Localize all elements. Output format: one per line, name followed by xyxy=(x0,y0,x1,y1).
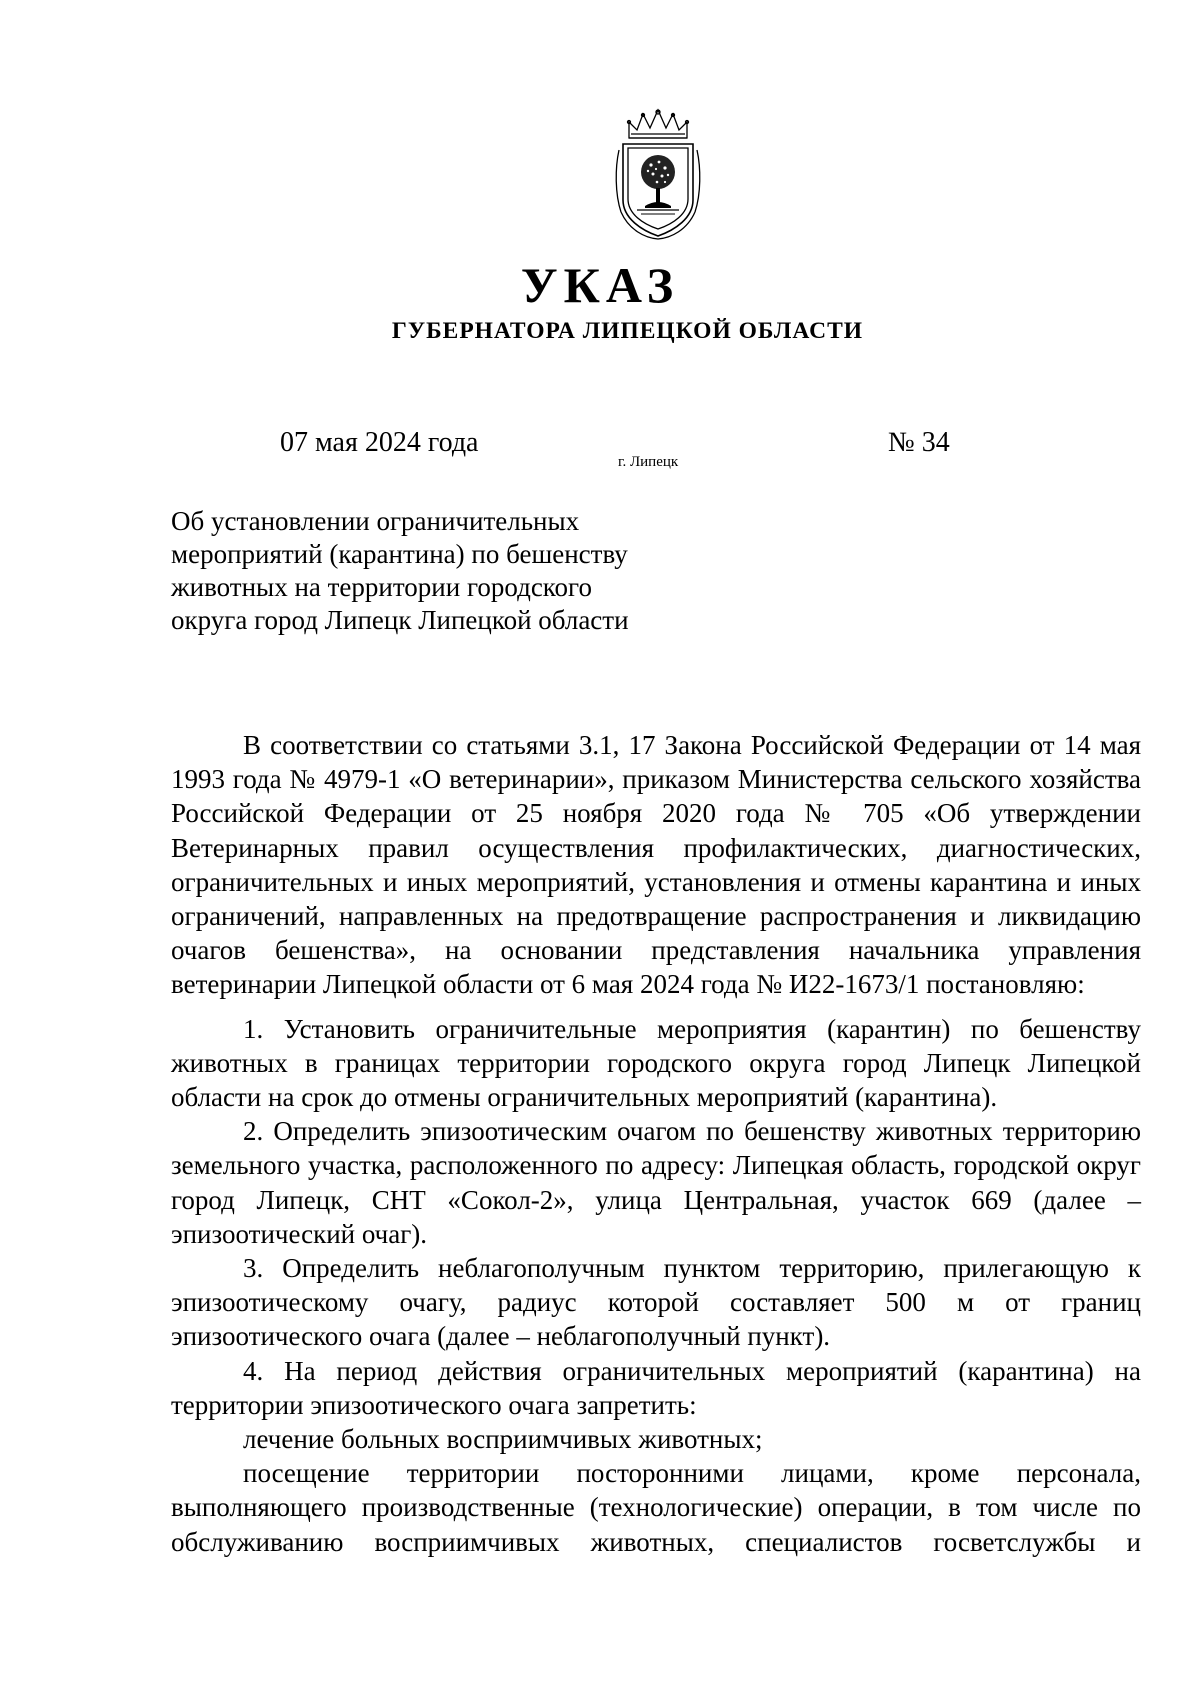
clause-4-item-paragraph: посещение территории посторонними лицами, кроме персонала, выполняющего производственные (технологические) операции, в том числе по обслуживанию восприимчивых животных, специалистов госветслужбы и xyxy=(171,1458,1141,1557)
issuing-authority: ГУБЕРНАТОРА ЛИПЕЦКОЙ ОБЛАСТИ xyxy=(391,318,864,344)
clause-3-paragraph: 3. Определить неблагополучным пунктом территорию, прилегающую к эпизоотическому очагу, радиус которой составляет 500 м от границ эпизоотического очага (далее – неблагополучный пункт). xyxy=(171,1253,1141,1352)
clause-4-item-paragraph: лечение больных восприимчивых животных; xyxy=(243,1424,763,1455)
document-body xyxy=(171,728,1141,1559)
heading-line: животных на территории городского xyxy=(171,572,592,602)
coat-of-arms-icon xyxy=(615,108,701,240)
heading-line: мероприятий (карантина) по бешенству xyxy=(171,539,628,569)
preamble-paragraph: В соответствии со статьями 3.1, 17 Закона Российской Федерации от 14 мая 1993 года № 4979-1 «О ветеринарии», приказом Министерства сельского хозяйства Российской Федерации от 25 ноября 2020 года № 705 «Об утверждении Ветеринарных правил осуществления профилактических, диагностических, ограничительных и иных мероприятий, установления и отмены карантина и иных ограничений, направленных на предотвращение распространения и ликвидацию очагов бешенства», на основании представления начальника управления ветеринарии Липецкой области от 6 мая 2024 года № И22-1673/1 постановляю: xyxy=(171,730,1141,1000)
document-type-title: УКАЗ xyxy=(520,257,680,313)
document-date: 07 мая 2024 года xyxy=(280,427,479,458)
clause-4-paragraph: 4. На период действия ограничительных мероприятий (карантина) на территории эпизоотического очага запретить: xyxy=(171,1355,1141,1420)
heading-line: округа город Липецк Липецкой области xyxy=(171,605,629,635)
clause-1-paragraph: 1. Установить ограничительные мероприятия (карантин) по бешенству животных в границах территории городского округа город Липецк Липецкой области на срок до отмены ограничительных мероприятий (карантина). xyxy=(171,1013,1141,1113)
heading-line: Об установлении ограничительных xyxy=(171,506,580,536)
document-subject-heading xyxy=(171,505,701,637)
document-number: № 34 xyxy=(888,427,950,458)
document-city: г. Липецк xyxy=(618,454,679,470)
clause-2-paragraph: 2. Определить эпизоотическим очагом по бешенству животных территорию земельного участка, расположенного по адресу: Липецкая область, городской округ город Липецк, СНТ «Сокол-2», улица Центральная, участок 669 (далее – эпизоотический очаг). xyxy=(171,1116,1141,1249)
